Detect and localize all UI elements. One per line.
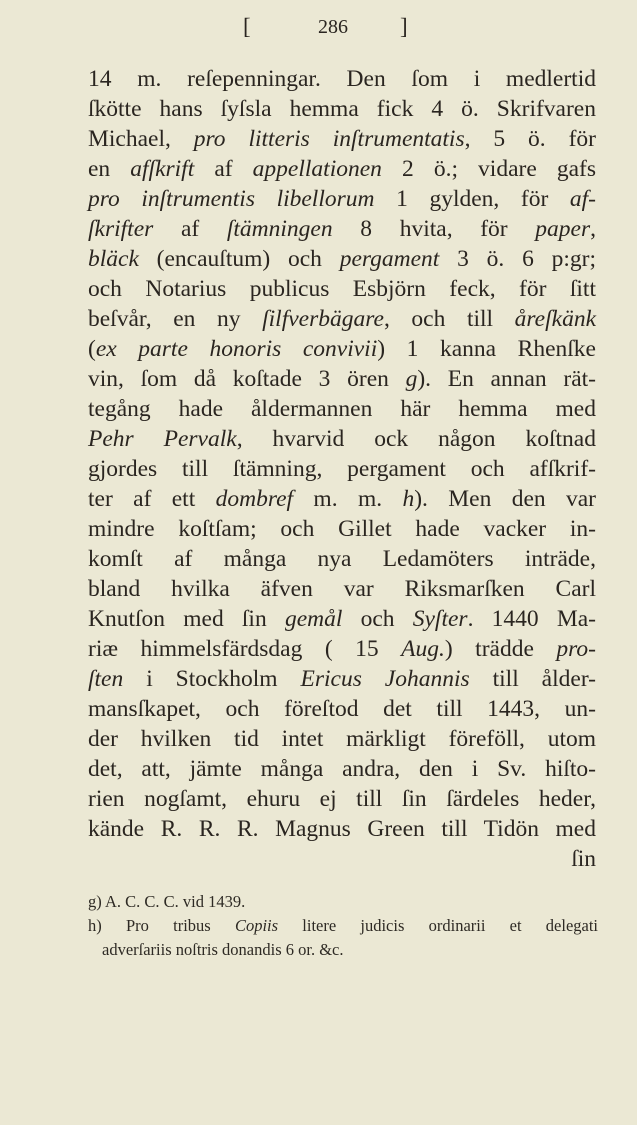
- text-line: [88, 334, 596, 364]
- italic-text: Aug.: [401, 636, 445, 662]
- text-line: [88, 634, 596, 664]
- italic-text: appellationen: [252, 156, 382, 182]
- text-segment: ter af ett: [88, 486, 216, 512]
- text-line: [88, 514, 596, 544]
- text-segment: af: [153, 216, 227, 242]
- page-number: 286: [318, 16, 348, 38]
- text-segment: 2 ö.; vidare gafs: [381, 156, 596, 182]
- footnote-h-continuation: adverſariis noſtris donandis 6 or. &c.: [102, 940, 344, 959]
- text-segment: gjordes till ſtämning, pergament och afſkrif-: [88, 456, 596, 482]
- italic-text: åreſkänk: [514, 306, 596, 332]
- text-line: [88, 784, 596, 814]
- text-line: [88, 184, 596, 214]
- italic-text: ſtämningen: [226, 216, 333, 242]
- text-line: [88, 574, 596, 604]
- text-line: [88, 694, 596, 724]
- text-segment: , hvarvid ock någon koſtnad: [236, 426, 596, 452]
- footnotes: [88, 890, 598, 962]
- italic-text: h: [402, 486, 415, 512]
- italic-text: dombref: [215, 486, 294, 512]
- text-line: [88, 364, 596, 394]
- text-segment: bland hvilka äfven var Riksmarſken Carl: [88, 576, 596, 602]
- italic-text: ex parte honoris convivii: [95, 336, 378, 362]
- text-line: [88, 724, 596, 754]
- text-line: [88, 94, 596, 124]
- right-bracket: ]: [400, 14, 408, 39]
- footnote-g: g) A. C. C. C. vid 1439.: [88, 892, 246, 911]
- text-segment: 14 m. reſepenningar. Den ſom i medlertid: [88, 66, 596, 92]
- text-segment: Michael,: [88, 126, 194, 152]
- italic-text: bläck: [88, 246, 139, 272]
- text-line: [88, 64, 596, 94]
- text-segment: 3 ö. 6 p:gr;: [439, 246, 596, 272]
- text-segment: en: [88, 156, 131, 182]
- italic-text: Syſter: [412, 606, 468, 632]
- text-segment: rien nogſamt, ehuru ej till ſin ſärdeles heder,: [88, 786, 596, 812]
- text-segment: ) 1 kanna Rhenſke: [377, 336, 596, 362]
- italic-text: ſten: [88, 666, 124, 692]
- italic-text: pro inſtrumentis libellorum: [88, 186, 375, 212]
- text-segment: beſvår, en ny: [88, 306, 263, 332]
- text-segment: ,: [590, 216, 596, 242]
- text-segment: . 1440 Ma-: [467, 606, 597, 632]
- italic-text: pro litteris inſtrumentatis: [193, 126, 465, 152]
- left-bracket: [: [243, 14, 251, 39]
- text-line: [88, 754, 596, 784]
- text-segment: i Stockholm: [123, 666, 301, 692]
- text-segment: der hvilken tid intet märkligt föreföll, utom: [88, 726, 596, 752]
- text-line: [88, 424, 596, 454]
- text-segment: ) trädde: [444, 636, 557, 662]
- text-segment: (encauſtum) och: [138, 246, 340, 272]
- text-line: [88, 604, 596, 634]
- text-segment: tegång hade åldermannen här hemma med: [88, 396, 596, 422]
- italic-text: gemål: [284, 606, 343, 632]
- italic-text: g: [405, 366, 418, 392]
- text-segment: , 5 ö. för: [464, 126, 596, 152]
- footnote-h-italic: Copiis: [234, 916, 279, 935]
- italic-text: af-: [569, 186, 596, 212]
- catchword: ſin: [571, 846, 596, 872]
- text-segment: 1 gylden, för: [374, 186, 570, 212]
- italic-text: ſkrifter: [88, 216, 154, 242]
- italic-text: Ericus Johannis: [300, 666, 470, 692]
- text-segment: det, att, jämte många andra, den i Sv. hiſto-: [88, 756, 596, 782]
- text-segment: ſkötte hans ſyſsla hemma fick 4 ö. Skrifvaren: [88, 96, 596, 122]
- text-segment: riæ himmelsfärdsdag ( 15: [88, 636, 402, 662]
- text-line: [88, 664, 596, 694]
- text-line: [88, 484, 596, 514]
- text-segment: m. m.: [293, 486, 403, 512]
- text-line: [88, 544, 596, 574]
- page-header: [0, 14, 637, 48]
- text-segment: kände R. R. R. Magnus Green till Tidön med: [88, 816, 596, 842]
- text-segment: och: [342, 606, 413, 632]
- italic-text: pergament: [339, 246, 440, 272]
- text-line: [88, 304, 596, 334]
- text-segment: 8 hvita, för: [332, 216, 536, 242]
- text-line: [88, 274, 596, 304]
- text-line: [88, 454, 596, 484]
- text-segment: Knutſon med ſin: [88, 606, 285, 632]
- text-segment: mansſkapet, och föreſtod det till 1443, un-: [88, 696, 596, 722]
- footnote-h-text: h) Pro tribus: [88, 916, 235, 935]
- text-line: [88, 214, 596, 244]
- text-segment: ). En annan rät-: [417, 366, 596, 392]
- footnote-h-text-rest: litere judicis ordinarii et delegati: [278, 916, 599, 935]
- text-segment: vin, ſom då koſtade 3 ören: [88, 366, 406, 392]
- text-segment: komſt af många nya Ledamöters inträde,: [88, 546, 596, 572]
- text-segment: till ålder-: [469, 666, 596, 692]
- text-segment: (: [88, 336, 96, 362]
- text-segment: mindre koſtſam; och Gillet hade vacker in-: [88, 516, 596, 542]
- italic-text: pro-: [556, 636, 596, 662]
- text-line: [88, 124, 596, 154]
- text-line: [88, 244, 596, 274]
- italic-text: paper: [535, 216, 591, 242]
- text-segment: , och till: [383, 306, 515, 332]
- text-segment: af: [194, 156, 253, 182]
- italic-text: afſkrift: [130, 156, 195, 182]
- text-line: [88, 154, 596, 184]
- text-segment: och Notarius publicus Esbjörn feck, för ſitt: [88, 276, 596, 302]
- text-line: [88, 814, 596, 844]
- body-text: [88, 64, 596, 874]
- text-line: [88, 394, 596, 424]
- italic-text: Pehr Pervalk: [88, 426, 237, 452]
- footnote-h: [88, 914, 598, 938]
- text-segment: ). Men den var: [414, 486, 597, 512]
- italic-text: ſilfverbägare: [262, 306, 384, 332]
